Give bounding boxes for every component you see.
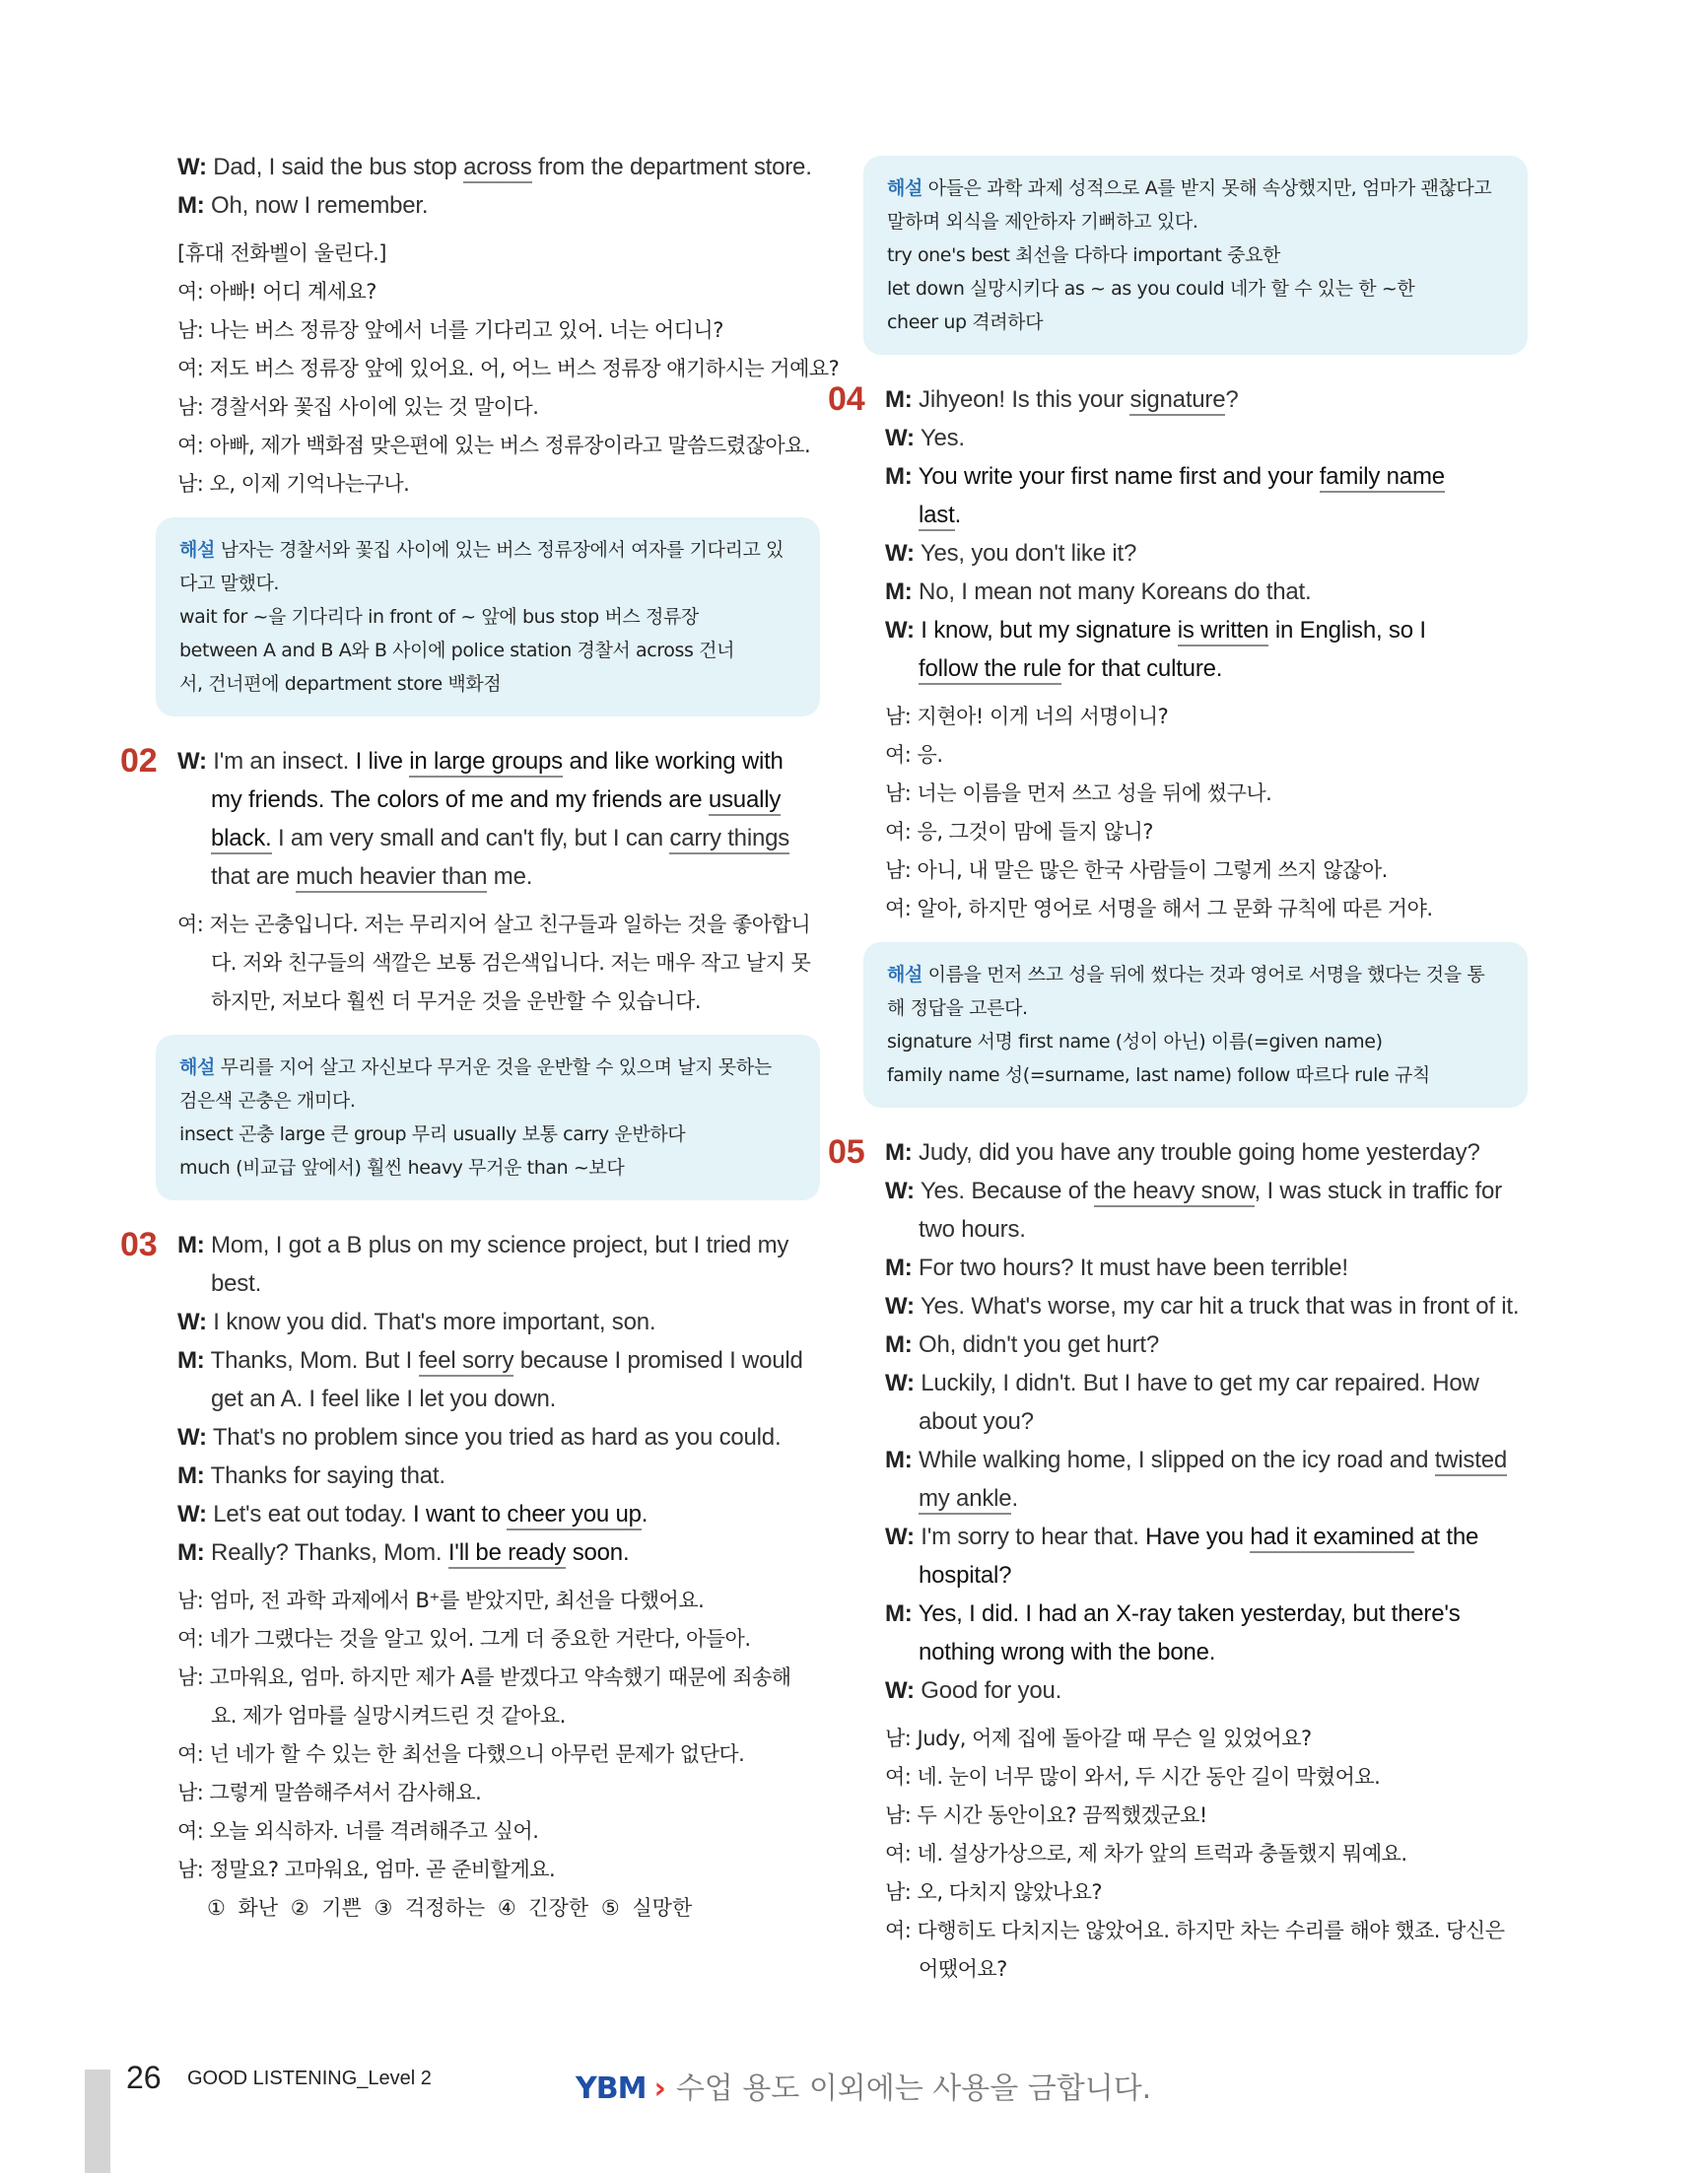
dialogue-line: W: Yes. Because of the heavy snow, I was stuck in traffic for — [885, 1172, 1526, 1210]
footer-bar — [85, 2070, 110, 2173]
note-label: 해설 — [887, 177, 922, 199]
dialogue-line: M: Oh, didn't you get hurt? — [885, 1331, 1160, 1358]
dialogue-line: 03 M: Mom, I got a B plus on my science project, but I tried my — [120, 1226, 789, 1263]
page-number: 26 — [126, 2060, 162, 2095]
translation-line: 여: 다행히도 다치지는 않았어요. 하지만 차는 수리를 해야 했죠. 당신은 — [885, 1919, 1505, 1942]
dialogue-line: M: Yes, I did. I had an X-ray taken yesterday, but there's — [885, 1600, 1461, 1627]
dialogue-line: 02 W: I'm an insect. I live in large groups and like working with — [120, 742, 784, 780]
translation-line: 남: 오, 다치지 않았나요? — [885, 1880, 1102, 1904]
dialogue-line: W: Dad, I said the bus stop across from the department store. — [177, 148, 818, 186]
question-number: 03 — [120, 1226, 158, 1263]
dialogue-line: M: Thanks, Mom. But I feel sorry because I promised I would — [177, 1341, 818, 1380]
translation-line: 여: 아빠, 제가 백화점 맞은편에 있는 버스 정류장이라고 말씀드렸잖아요. — [177, 434, 811, 457]
dialogue-line: my friends. The colors of me and my friends are usually — [177, 781, 818, 819]
translation-line: 여: 알아, 하지만 영어로 서명을 해서 그 문화 규칙에 따른 거야. — [885, 897, 1433, 920]
translation-line: 여: 네. 설상가상으로, 제 차가 앞의 트럭과 충돌했지 뭐예요. — [885, 1842, 1407, 1866]
translation-line: 남: 엄마, 전 과학 과제에서 B⁺를 받았지만, 최선을 다했어요. — [177, 1589, 705, 1612]
book-title: GOOD LISTENING_Level 2 — [187, 2068, 432, 2089]
translation-line: 여: 아빠! 어디 계세요? — [177, 280, 376, 304]
dialogue-line: best. — [211, 1270, 262, 1297]
dialogue-line: 04 M: Jihyeon! Is this your signature? — [828, 380, 1239, 418]
dialogue-line: that are much heavier than me. — [177, 857, 818, 896]
dialogue-line: follow the rule for that culture. — [885, 649, 1526, 688]
translation-line: 하지만, 저보다 훨씬 더 무거운 것을 운반할 수 있습니다. — [211, 989, 702, 1013]
translation-line: 남: 오, 이제 기억나는구나. — [177, 472, 410, 496]
translation-line: 남: 고마워요, 엄마. 하지만 제가 A를 받겠다고 약속했기 때문에 죄송해 — [177, 1665, 791, 1689]
dialogue-line: W: Yes. — [885, 425, 965, 451]
question-number: 05 — [828, 1133, 865, 1171]
dialogue-line: two hours. — [919, 1216, 1026, 1243]
translation-line: 여: 응, 그것이 맘에 들지 않니? — [885, 820, 1153, 844]
dialogue-line: hospital? — [919, 1562, 1012, 1589]
question-number: 02 — [120, 742, 158, 780]
dialogue-line: nothing wrong with the bone. — [919, 1639, 1216, 1665]
dialogue-line: black. I am very small and can't fly, but I can carry things — [177, 819, 818, 857]
translation-line: 남: 경찰서와 꽃집 사이에 있는 것 말이다. — [177, 395, 539, 419]
dialogue-line: W: I know you did. That's more important, son. — [177, 1309, 656, 1335]
dialogue-line: 05 M: Judy, did you have any trouble going home yesterday? — [828, 1133, 1480, 1171]
translation-line: 여: 저도 버스 정류장 앞에 있어요. 어, 어느 버스 정류장 얘기하시는 거예요? — [177, 357, 840, 380]
translation-line: 다. 저와 친구들의 색깔은 보통 검은색입니다. 저는 매우 작고 날지 못 — [211, 951, 811, 975]
dialogue-line: M: Oh, now I remember. — [177, 192, 429, 219]
translation-line: 남: 두 시간 동안이요? 끔찍했겠군요! — [885, 1803, 1207, 1827]
explanation-box: 해설 무리를 지어 살고 자신보다 무거운 것을 운반할 수 있으며 날지 못하는 검은색 곤충은 개미다. insect 곤충 large 큰 group 무리 usually 보통 carry 운반하다 much (비교급 앞에서) 훨씬 heavy 무거운 than ~보다 — [156, 1035, 820, 1200]
translation-line: 남: 너는 이름을 먼저 쓰고 성을 뒤에 썼구나. — [885, 781, 1272, 805]
dialogue-line: W: Yes. What's worse, my car hit a truck that was in front of it. — [885, 1293, 1520, 1320]
dialogue-line: W: Let's eat out today. I want to cheer you up. — [177, 1495, 818, 1533]
chevron-right-icon: › — [653, 2071, 666, 2106]
answer-options: ① 화난 ② 기쁜 ③ 걱정하는 ④ 긴장한 ⑤ 실망한 — [207, 1896, 693, 1920]
dialogue-line: M: For two hours? It must have been terrible! — [885, 1255, 1348, 1281]
dialogue-line: W: Good for you. — [885, 1677, 1062, 1704]
dialogue-line: about you? — [919, 1408, 1034, 1435]
translation-line: 남: Judy, 어제 집에 돌아갈 때 무슨 일 있었어요? — [885, 1727, 1312, 1750]
dialogue-line: W: I'm sorry to hear that. Have you had it examined at the — [885, 1518, 1526, 1556]
footer-notice — [576, 2064, 1151, 2107]
translation-line: 남: 그렇게 말씀해주셔서 감사해요. — [177, 1781, 482, 1804]
notice-text: 수업 용도 이외에는 사용을 금합니다. — [675, 2071, 1152, 2106]
translation-line: 남: 정말요? 고마워요, 엄마. 곧 준비할게요. — [177, 1858, 556, 1881]
dialogue-line: M: While walking home, I slipped on the icy road and twisted — [885, 1441, 1526, 1479]
translation-line: 여: 네. 눈이 너무 많이 와서, 두 시간 동안 길이 막혔어요. — [885, 1765, 1381, 1789]
explanation-box: 해설 이름을 먼저 쓰고 성을 뒤에 썼다는 것과 영어로 서명을 했다는 것을 통 해 정답을 고른다. signature 서명 first name (성이 아닌) 이름(=given name) family name 성(=surname, last name) follow 따르다 rule 규칙 — [863, 942, 1528, 1108]
explanation-box: 해설 아들은 과학 과제 성적으로 A를 받지 못해 속상했지만, 엄마가 괜찮다고 말하며 외식을 제안하자 기뻐하고 있다. try one's best 최선을 다하다 important 중요한 let down 실망시키다 as ~ as you could 네가 할 수 있는 한 ~한 cheer up 격려하다 — [863, 156, 1528, 355]
right-column — [828, 156, 1526, 1989]
translation-line: 여: 네가 그랬다는 것을 알고 있어. 그게 더 중요한 거란다, 아들아. — [177, 1627, 751, 1651]
translation-line: 남: 지현아! 이게 너의 서명이니? — [885, 705, 1169, 728]
translation-line: [휴대 전화벨이 울린다.] — [177, 241, 386, 265]
dialogue-line: my ankle. — [885, 1479, 1526, 1518]
dialogue-line: last. — [885, 496, 1526, 534]
note-label: 해설 — [179, 539, 215, 561]
dialogue-line: M: No, I mean not many Koreans do that. — [885, 578, 1312, 605]
left-column — [120, 148, 840, 1928]
translation-line: 여: 응. — [885, 743, 943, 767]
dialogue-line: M: You write your first name first and your family name — [885, 457, 1526, 496]
dialogue-line: W: Yes, you don't like it? — [885, 540, 1137, 567]
translation-line: 여: 오늘 외식하자. 너를 격려해주고 싶어. — [177, 1819, 539, 1843]
translation-line: 어땠어요? — [919, 1957, 1007, 1981]
translation-line: 여: 저는 곤충입니다. 저는 무리지어 살고 친구들과 일하는 것을 좋아합니 — [177, 913, 811, 936]
note-label: 해설 — [887, 964, 922, 985]
translation-line: 여: 넌 네가 할 수 있는 한 최선을 다했으니 아무런 문제가 없단다. — [177, 1742, 745, 1766]
translation-line: 남: 아니, 내 말은 많은 한국 사람들이 그렇게 쓰지 않잖아. — [885, 858, 1388, 882]
question-number: 04 — [828, 380, 865, 418]
translation-line: 남: 나는 버스 정류장 앞에서 너를 기다리고 있어. 너는 어디니? — [177, 318, 723, 342]
dialogue-line: W: Luckily, I didn't. But I have to get my car repaired. How — [885, 1370, 1479, 1396]
explanation-box: 해설 남자는 경찰서와 꽃집 사이에 있는 버스 정류장에서 여자를 기다리고 있 다고 말했다. wait for ~을 기다리다 in front of ~ 앞에 bus stop 버스 정류장 between A and B A와 B 사이에 police station 경찰서 across 건너 서, 건너편에 department store 백화점 — [156, 517, 820, 716]
ybm-logo: YBM — [576, 2071, 647, 2106]
dialogue-line: W: That's no problem since you tried as hard as you could. — [177, 1424, 782, 1451]
dialogue-line: M: Really? Thanks, Mom. I'll be ready soon. — [177, 1533, 818, 1572]
translation-line: 요. 제가 엄마를 실망시켜드린 것 같아요. — [211, 1704, 566, 1728]
note-label: 해설 — [179, 1056, 215, 1078]
dialogue-line: get an A. I feel like I let you down. — [211, 1386, 557, 1412]
dialogue-line: W: I know, but my signature is written in English, so I — [885, 611, 1526, 649]
dialogue-line: M: Thanks for saying that. — [177, 1462, 445, 1489]
